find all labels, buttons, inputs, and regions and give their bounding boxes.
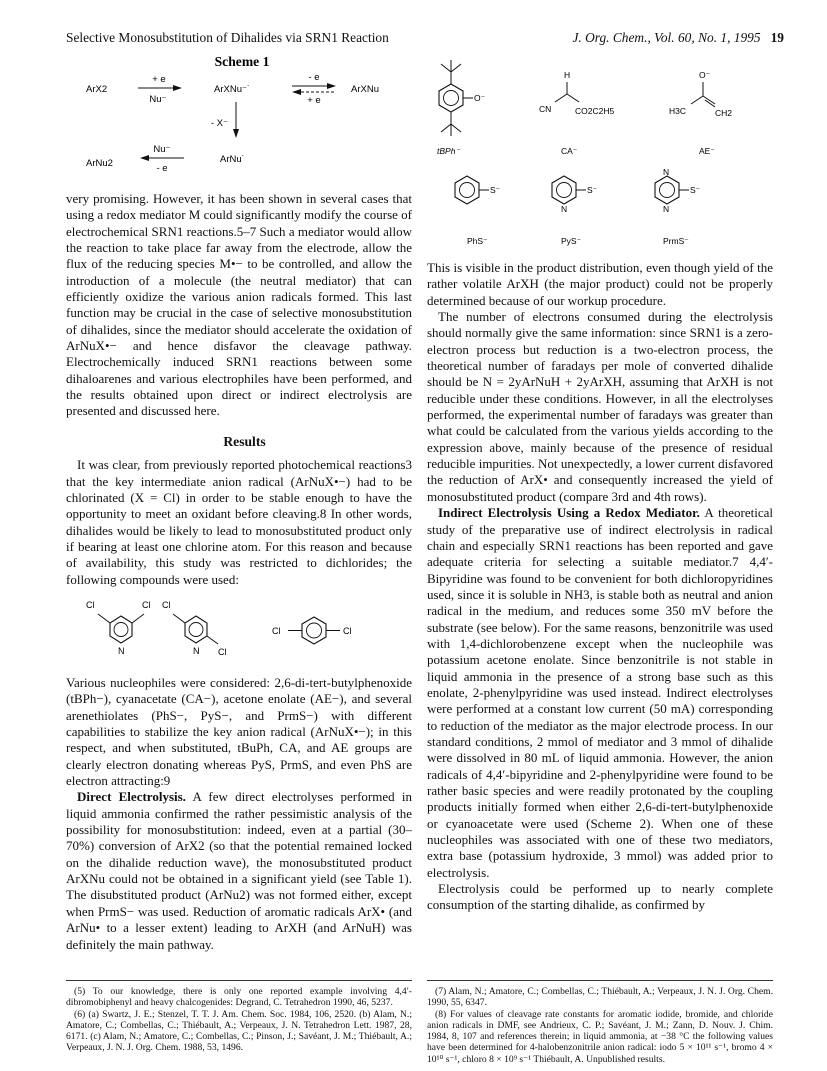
- pys-label: PyS⁻: [561, 236, 582, 246]
- cl-label: Cl: [343, 626, 352, 636]
- h-label: H: [564, 70, 571, 80]
- paragraph-intro-continued: very promising. However, it has been shown in several cases that using a redox mediator M could significantly modify the course of electrochemical SRN1 reactions.5–7 Such a mediator would allow the reaction to take place far away from the electrode, allow the flux of the reducing species M•− to be controlled, and allow the introduction of a molecule (the neutral mediator) that can efficiently oxidize the various anion radicals formed. This last function may be crucial in the case of selective monosubstitution of dihalides, since the mediator should accelerate the oxidation of ArNuX•− and hence disfavor the cleavage pathway. Electrochemically induced SRN1 reactions between some dihaloarenes and various electrophiles have been performed, and the results obtained upon direct or indirect electrolysis are presented and discussed here.: [66, 191, 412, 419]
- direct-electrolysis-heading: Direct Electrolysis.: [77, 789, 186, 805]
- scheme-arx2: ArX2: [86, 84, 108, 95]
- paragraph-nucleophiles: Various nucleophiles were considered: 2,6-di-tert-butylphenoxide (tBPh−), cyanacetate (CA−), acetone enolate (AE−), and several arenethiolates (PhS−, PyS−, and PrmS−) with different capabilities to stabilize the key anion radical (ArNuX•−); in this respect, and when substituted, tBuPh, CA, and AE groups are clearly electron donating whereas PyS, PrmS, and even PhS are electron attracting:9: [66, 675, 412, 789]
- n-label: N: [663, 204, 670, 214]
- paragraph-electrolysis-completion: Electrolysis could be performed up to nearly complete consumption of the starting dihalide, as confirmed by: [427, 881, 773, 913]
- pys-structure: [552, 176, 598, 246]
- paragraph-results: It was clear, from previously reported photochemical reactions3 that the key intermediate anion radical (ArNuX•−) had to be chlorinated (X = Cl) in order to be stable enough to have the opportunity to meet an oxidant before cleaving.8 In other words, dihalides would be likely to lead to monosubstituted product only if bearing at least one chlorine atom. For this reason and because of availability, this study was restricted to dichlorides; the following compounds were used:: [66, 457, 412, 587]
- s-minus-label: S⁻: [690, 185, 701, 195]
- scheme-title: Scheme 1: [214, 54, 270, 69]
- cl-label: Cl: [162, 600, 171, 610]
- scheme-e-plus: + e: [152, 74, 166, 85]
- n-label: N: [663, 167, 670, 177]
- scheme-nu-minus-2: Nu⁻: [153, 144, 171, 155]
- ae-label: AE⁻: [699, 146, 715, 156]
- substrate-structures: [66, 592, 412, 658]
- footnote-5: (5) To our knowledge, there is only one reported example involving 4,4′-dibromobiphenyl and heavy chalcogenides: Degrand, C. Tetrahedron 1990, 46, 5237.: [66, 986, 412, 1009]
- scheme-arnu2: ArNu2: [86, 158, 113, 169]
- prms-label: PrmS⁻: [663, 236, 689, 246]
- n-label: N: [561, 204, 568, 214]
- tbph-label: tBPh⁻: [437, 146, 460, 156]
- footnote-rule-right: [427, 980, 773, 981]
- scheme-arxnu: ArXNu: [351, 84, 379, 95]
- arrow-head-back: [140, 155, 149, 161]
- direct-electrolysis-text: A few direct electrolyses performed in liquid ammonia confirmed the rather pessimistic analysis of the possibility for monosubstitution: indeed, even at a partial (30–70%) conversion of ArX2 (so that the potential remained locked on the dihalide reduction wave), the monosubstituted product ArXNu could not be obtained in a significant yield (see Table 1). The disubstituted product (ArNu2) was not formed either, except when PrmS− was used. Reduction of aromatic radicals ArX• (and ArNu• to a lesser extent) leading to ArXH (and ArNuH) was definitely the main pathway.: [66, 789, 412, 952]
- header-title: Selective Monosubstitution of Dihalides via SRN1 Reaction: [66, 30, 389, 45]
- cl-label: Cl: [142, 600, 151, 610]
- 2-5-dichloropyridine: [162, 600, 227, 657]
- s-minus-label: S⁻: [490, 185, 501, 195]
- tbph-structure: [437, 60, 486, 156]
- header-journal: J. Org. Chem.,: [572, 30, 651, 45]
- header-citation: [572, 30, 784, 46]
- arrow-head-1: [173, 85, 182, 91]
- footnote-8: (8) For values of cleavage rate constants for aromatic iodide, bromide, and chloride anion radicals in DMF, see Andrieux, C. P.; Savéant, J. M.; Zann, D. Nouv. J. Chim. 1984, 8, 107 and references therein; in liquid ammonia, at −38 °C the following values have been determined for 4-halobenzonitrile anion radical: iodo 5 × 10¹¹ s⁻¹, bromo 4 × 10¹⁰ s⁻¹, chloro 8 × 10⁹ s⁻¹ Thiébault, A. Unpublished results.: [427, 1008, 773, 1065]
- s-minus-label: S⁻: [587, 185, 598, 195]
- header-volume: Vol. 60, No. 1, 1995: [654, 30, 761, 45]
- phs-structure: [455, 176, 501, 246]
- scheme-e-plus-bottom: + e: [307, 95, 321, 106]
- paragraph-indirect-electrolysis: [427, 505, 773, 881]
- footnote-6: (6) (a) Swartz, J. E.; Stenzel, T. T. J. Am. Chem. Soc. 1984, 106, 2520. (b) Alam, N.; Amatore, C.; Combellas, C.; Thiébault, A.; Verpeaux, J. N. Tetrahedron Lett. 1987, 28, 6171. (c) Alam, N.; Amatore, C.; Combellas, C.; Pinson, J.; Savéant, J. M.; Thiébault, A.; Verpeaux, J. N. J. Org. Chem. 1988, 53, 1496.: [66, 1008, 412, 1054]
- paragraph-product-distribution: This is visible in the product distribution, even though yield of the rather volatile ArXH (the major product) could not be properly determined because of our workup procedure.: [427, 260, 773, 308]
- indirect-electrolysis-text: A theoretical study of the preparative use of indirect electrolysis in radical chain and especially SRN1 reactions has been reported and gave adequate criteria for selecting a suitable mediator.7 4,4′-Bipyridine was found to be convenient for both dichloropyridines used, since it is soluble in NH3, is stable both as neutral and anion radical in the medium, and reduces some 350 mV before the substrate (see below). For the same reasons, benzonitrile was used with 1,4-dichlorobenzene except when the nucleophile was potassium acetone enolate. Since benzonitrile is not stable in liquid ammonia in the presence of a strong base such as this enolate, 2-phenylpyridine was used instead. Indirect electrolyses were performed at a constant low current (50 mA) corresponding to reduction of the mediator as the major electrode process. In our standard conditions, 2 mmol of mediator and 3 mmol of dihalide were dissolved in 80 mL of liquid ammonia. However, the anion radicals of 4,4′-bipyridine and 2-phenylpyridine were found to be rather basic species and were readily protonated by the coupling products initially formed when either 2,6-di-tert-butylphenoxide or cyanoacetate were used (Scheme 2). When one of these nucleophiles was associated with one of these two mediators, extra base (potassium hydroxide, 3 mmol) was added prior to electrolysis.: [427, 505, 773, 880]
- o-minus-label: O⁻: [699, 70, 711, 80]
- o-minus-label: O⁻: [474, 93, 486, 103]
- ca-label: CA⁻: [561, 146, 578, 156]
- phs-label: PhS⁻: [467, 236, 488, 246]
- results-heading: Results: [223, 433, 266, 449]
- running-header: [66, 30, 784, 50]
- 1-4-dichlorobenzene: [272, 617, 352, 644]
- ca-structure: [539, 70, 614, 156]
- scheme-e-minus-bottom: - e: [156, 163, 168, 172]
- prms-structure: [655, 167, 701, 246]
- footnote-7: (7) Alam, N.; Amatore, C.; Combellas, C.; Thiébault, A.; Verpeaux, J. N. J. Org. Chem. 1990, 55, 6347.: [427, 986, 773, 1009]
- right-text-block: [427, 260, 773, 914]
- cl-label: Cl: [218, 647, 227, 657]
- ch2-label: CH2: [715, 108, 733, 118]
- indirect-electrolysis-heading: Indirect Electrolysis Using a Redox Mediator.: [438, 505, 700, 521]
- scheme-nu-minus: Nu⁻: [149, 94, 167, 105]
- arrow-head-2: [327, 83, 336, 89]
- arrow-head-3: [292, 89, 301, 95]
- co2c2h5-label: CO2C2H5: [575, 106, 615, 116]
- paragraph-direct-electrolysis: [66, 789, 412, 952]
- scheme-x-loss: - X⁻: [210, 118, 228, 129]
- ae-structure: [669, 70, 732, 156]
- header-page-number: 19: [770, 30, 784, 45]
- 3-5-dichloropyridine: [86, 600, 151, 656]
- left-text-block-1: [66, 191, 412, 588]
- scheme-arxnu-anion: ArXNu⁻˙: [214, 84, 251, 95]
- arrow-head-down: [233, 129, 239, 138]
- left-text-block-2: [66, 675, 412, 953]
- footnotes-right: [427, 986, 773, 1065]
- cn-label: CN: [539, 104, 552, 114]
- cl-label: Cl: [86, 600, 95, 610]
- footnote-rule-left: [66, 980, 412, 981]
- scheme-1-diagram: [66, 54, 412, 172]
- scheme-arnu-radical: ArNu˙: [220, 154, 245, 165]
- footnotes-left: [66, 986, 412, 1054]
- cl-label: Cl: [272, 626, 281, 636]
- n-label: N: [118, 646, 125, 656]
- paragraph-electrons-consumed: The number of electrons consumed during the electrolysis should normally give the same information: since SRN1 is a zero-electron process but reduction is a two-electron process, the theoretical number of faradays per mole of converted dihalide should be N = 2yArNuH + 2yArXH, assuming that ArXH is not reducible under these conditions. However, in all the electrolyses performed, the experimental number of faradays was greater than what could be calculated from the various yields according to the expression above, mainly because of the presence of residual reducible impurities. Not unexpectedly, a lower current disfavored the reduction of ArX• and consequently increased the yield of monosubstituted product (compare 3rd and 4th rows).: [427, 309, 773, 504]
- n-label: N: [193, 646, 200, 656]
- h3c-label: H3C: [669, 106, 687, 116]
- nucleophile-structures: [427, 54, 773, 254]
- scheme-e-minus-top: - e: [308, 72, 320, 83]
